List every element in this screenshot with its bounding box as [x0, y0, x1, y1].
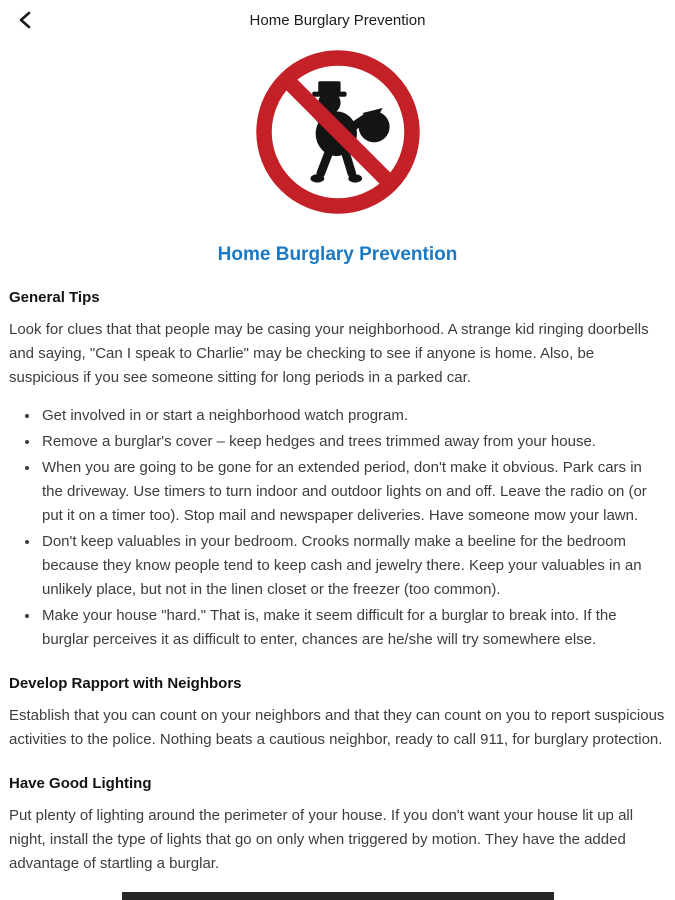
section-heading-develop-rapport: Develop Rapport with Neighbors	[9, 675, 242, 692]
paragraph: Put plenty of lighting around the perimeter of your house. If you don't want your house lit up all night, install the type of lights that go on only when triggered by motion. They have the added advantage of startling a burglar.	[9, 807, 634, 872]
list-item: • When you are going to be gone for an extended period, don't make it obvious. Park cars in the driveway. Use timers to turn indoor and outdoor lights on and off. Leave the radio on (or put it on a timer too). Stop mail and newspaper deliveries. Have someone mow your lawn.	[40, 456, 666, 528]
section-heading-general-tips: General Tips	[9, 289, 100, 306]
page-title: Home Burglary Prevention	[249, 11, 426, 29]
paragraph: Establish that you can count on your neighbors and that they can count on you to report suspicious activities to the police. Nothing beats a cautious neighbor, ready to call 911, for burglary protection.	[9, 707, 665, 748]
article-title: Home Burglary Prevention	[217, 244, 458, 265]
article-content	[0, 286, 675, 876]
list-item: • Get involved in or start a neighborhood watch program.	[40, 404, 666, 428]
chevron-left-icon	[15, 9, 37, 31]
list-item: • Don't keep valuables in your bedroom. Crooks normally make a beeline for the bedroom because they know people tend to keep cash and jewelry there. Keep your valuables in an unlikely place, but not in the linen closet or the freezer (too common).	[40, 530, 666, 602]
bottom-banner	[122, 892, 554, 900]
list-item: • Make your house "hard." That is, make it seem difficult for a burglar to break into. If the burglar perceives it as difficult to enter, chances are he/she will try somewhere else.	[40, 604, 666, 652]
list-item: • Remove a burglar's cover – keep hedges and trees trimmed away from your house.	[40, 430, 666, 454]
back-button[interactable]	[10, 4, 42, 36]
section-heading-good-lighting: Have Good Lighting	[9, 775, 152, 792]
no-burglar-icon	[252, 46, 424, 218]
hero-icon-wrapper	[0, 46, 675, 218]
paragraph: Look for clues that that people may be casing your neighborhood. A strange kid ringing doorbells and saying, "Can I speak to Charlie" may be checking to see if anyone is home. Also, be suspicious if you see someone sitting for long periods in a parked car.	[9, 321, 649, 386]
tips-list	[9, 404, 666, 652]
top-bar	[0, 0, 675, 40]
